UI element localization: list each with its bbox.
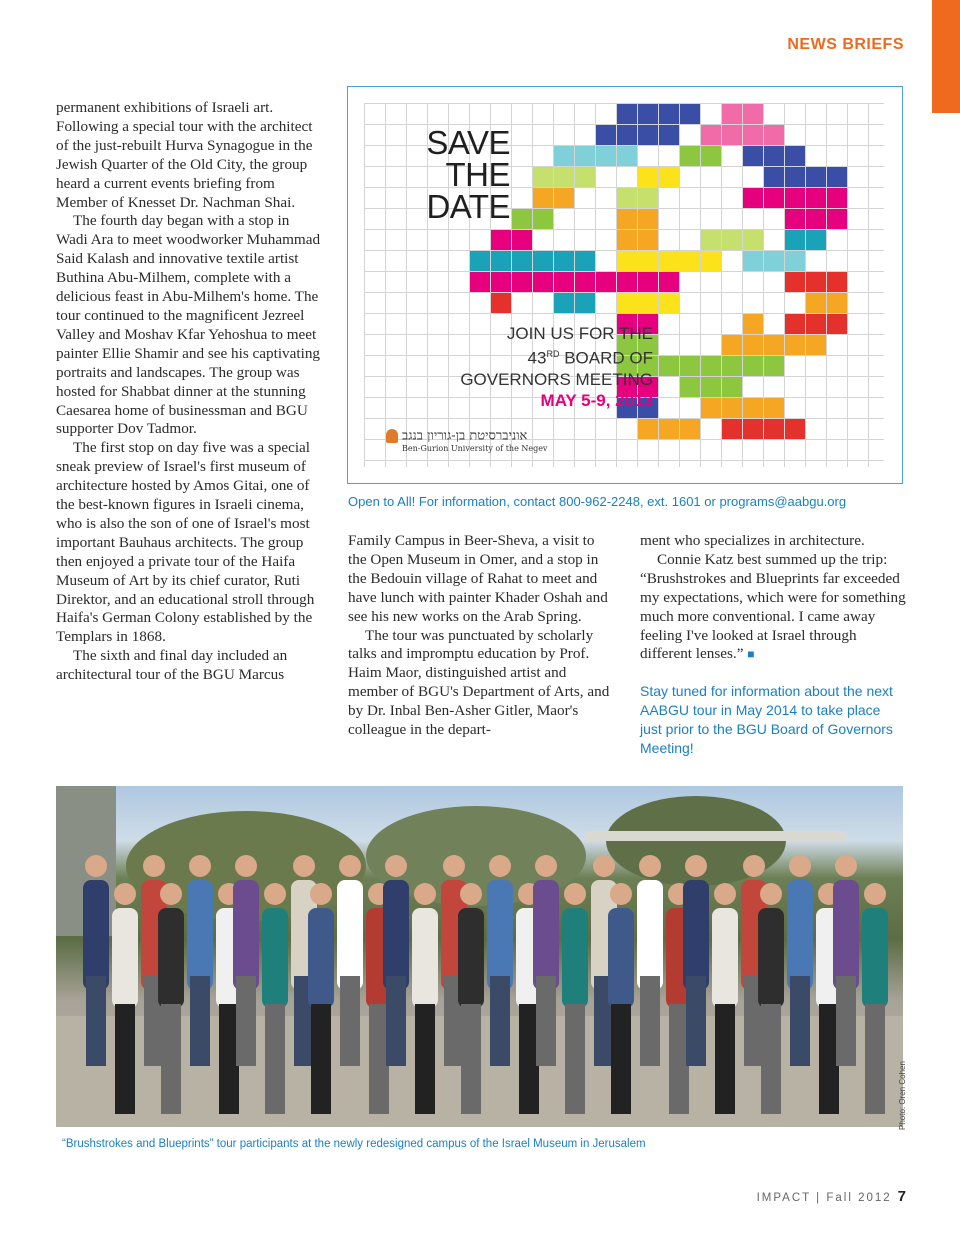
mosaic-square	[785, 335, 805, 355]
ad-ordinal-suffix: RD	[546, 349, 560, 359]
mosaic-square	[806, 209, 826, 229]
mosaic-square	[785, 209, 805, 229]
section-label: NEWS BRIEFS	[787, 36, 904, 53]
mosaic-square	[806, 272, 826, 292]
mosaic-square	[722, 377, 742, 397]
mosaic-square	[701, 398, 721, 418]
mosaic-square	[533, 272, 553, 292]
mosaic-square	[533, 167, 553, 187]
person-legs	[461, 1004, 481, 1114]
mosaic-square	[680, 419, 700, 439]
mosaic-square	[827, 293, 847, 313]
mosaic-square	[806, 314, 826, 334]
mosaic-square	[743, 356, 763, 376]
person-head	[385, 855, 407, 877]
mosaic-square	[491, 251, 511, 271]
mosaic-square	[638, 125, 658, 145]
person-body	[187, 880, 213, 990]
mosaic-square	[491, 293, 511, 313]
bgu-logo	[386, 425, 547, 453]
person-head	[339, 855, 361, 877]
mosaic-square	[785, 188, 805, 208]
mosaic-square	[743, 125, 763, 145]
mosaic-square	[722, 398, 742, 418]
bgu-flame-icon	[386, 429, 398, 443]
mosaic-square	[764, 335, 784, 355]
person-legs	[161, 1004, 181, 1114]
mosaic-square	[617, 230, 637, 250]
person-head	[443, 855, 465, 877]
ad-contact-caption: Open to All! For information, contact 800-962-2248, ext. 1601 or programs@aabgu.org	[348, 494, 847, 509]
mosaic-square	[806, 293, 826, 313]
person-body	[562, 908, 588, 1008]
person-legs	[236, 976, 256, 1066]
mosaic-square	[764, 125, 784, 145]
mosaic-square	[680, 146, 700, 166]
person-head	[264, 883, 286, 905]
mosaic-square	[554, 146, 574, 166]
person-legs	[836, 976, 856, 1066]
person-head	[293, 855, 315, 877]
mosaic-square	[554, 251, 574, 271]
person-body	[308, 908, 334, 1008]
mosaic-square	[596, 272, 616, 292]
mosaic-square	[575, 293, 595, 313]
person-head	[85, 855, 107, 877]
person-legs	[265, 1004, 285, 1114]
person-head	[760, 883, 782, 905]
mosaic-square	[638, 293, 658, 313]
mosaic-square	[701, 125, 721, 145]
mosaic-square	[638, 230, 658, 250]
mosaic-square	[659, 293, 679, 313]
person-head	[610, 883, 632, 905]
mosaic-square	[722, 104, 742, 124]
end-of-article-mark: ■	[747, 647, 755, 662]
mosaic-square	[575, 146, 595, 166]
person-body	[787, 880, 813, 990]
mosaic-square	[701, 230, 721, 250]
person-head	[160, 883, 182, 905]
person-body	[862, 908, 888, 1008]
mosaic-square	[785, 146, 805, 166]
person-legs	[490, 976, 510, 1066]
stay-tuned-callout: Stay tuned for information about the next AABGU tour in May 2014 to take place just prior to the BGU Board of Governors Meeting!	[640, 683, 893, 757]
mosaic-square	[764, 146, 784, 166]
mosaic-square	[617, 104, 637, 124]
mosaic-square	[743, 335, 763, 355]
person-body	[458, 908, 484, 1008]
person-head	[835, 855, 857, 877]
paragraph: The first stop on day five was a special sneak preview of Israel's first museum of architecture hosted by Amos Gitai, one of the best-known figures in Israeli cinema, who is also the son of one of Israel's most important Bauhaus architects. The group then enjoyed a private tour of the Haifa Museum of Art by its chief curator, Ruti Direktor, and an educational stroll through Haifa's German Colony established by the Templars in 1868.	[56, 439, 315, 646]
pergola	[586, 831, 846, 841]
article-column-3	[640, 532, 906, 758]
person-body	[158, 908, 184, 1008]
person-legs	[415, 1004, 435, 1114]
mosaic-square	[785, 251, 805, 271]
mosaic-square	[638, 272, 658, 292]
mosaic-square	[785, 314, 805, 334]
person-body	[487, 880, 513, 990]
mosaic-square	[638, 188, 658, 208]
person-legs	[536, 976, 556, 1066]
person-body	[712, 908, 738, 1008]
mosaic-square	[617, 293, 637, 313]
mosaic-square	[722, 335, 742, 355]
person-body	[83, 880, 109, 990]
mosaic-square	[827, 209, 847, 229]
mosaic-square	[806, 335, 826, 355]
person-legs	[340, 976, 360, 1066]
mosaic-square	[743, 104, 763, 124]
mosaic-square	[554, 272, 574, 292]
group-photo	[56, 786, 903, 1127]
bgu-logo-hebrew: אוניברסיטת בן-גוריון בנגב	[402, 428, 528, 444]
paragraph: ment who specializes in architecture.	[640, 532, 865, 549]
ad-ordinal-number: 43	[527, 348, 547, 368]
mosaic-square	[617, 125, 637, 145]
bgu-logo-english: Ben-Gurion University of the Negev	[402, 444, 548, 453]
paragraph: The sixth and final day included an architectural tour of the BGU Marcus	[56, 647, 288, 684]
mosaic-square	[659, 251, 679, 271]
person-head	[235, 855, 257, 877]
person-legs	[86, 976, 106, 1066]
mosaic-square	[743, 230, 763, 250]
person-head	[489, 855, 511, 877]
person-legs	[611, 1004, 631, 1114]
mosaic-square	[827, 272, 847, 292]
ad-board-of: BOARD OF	[564, 348, 653, 368]
person-body	[412, 908, 438, 1008]
person-legs	[565, 1004, 585, 1114]
mosaic-square	[638, 251, 658, 271]
mosaic-square	[806, 188, 826, 208]
mosaic-square	[575, 251, 595, 271]
mosaic-square	[638, 167, 658, 187]
person-legs	[790, 976, 810, 1066]
article-column-2	[348, 532, 613, 740]
mosaic-square	[743, 251, 763, 271]
save-the-date-ad	[347, 86, 903, 484]
person-head	[460, 883, 482, 905]
mosaic-square	[722, 125, 742, 145]
mosaic-square	[743, 398, 763, 418]
person-body	[758, 908, 784, 1008]
person-legs	[715, 1004, 735, 1114]
mosaic-square	[512, 272, 532, 292]
person-body	[337, 880, 363, 990]
person-head	[864, 883, 886, 905]
person-legs	[865, 1004, 885, 1114]
person-body	[383, 880, 409, 990]
mosaic-square	[470, 251, 490, 271]
ad-headline-line: SAVE	[426, 124, 510, 161]
mosaic-square	[722, 230, 742, 250]
mosaic-square	[659, 272, 679, 292]
group-photo-illustration	[56, 786, 903, 1127]
mosaic-square	[827, 314, 847, 334]
mosaic-square	[659, 125, 679, 145]
mosaic-square	[764, 398, 784, 418]
quote-paragraph: Connie Katz best summed up the trip: “Brushstrokes and Blueprints far exceeded my expectations, which were for something much more conventional. I came away feeling I've looked at Israel through different lenses.”	[640, 550, 906, 663]
mosaic-square	[764, 188, 784, 208]
person-head	[789, 855, 811, 877]
mosaic-square	[806, 167, 826, 187]
person-legs	[761, 1004, 781, 1114]
photo-credit: Photo: Oren Cohen	[898, 1061, 907, 1130]
mosaic-square	[701, 377, 721, 397]
mosaic-square	[680, 377, 700, 397]
person-legs	[386, 976, 406, 1066]
page-number: 7	[897, 1188, 906, 1205]
person-legs	[311, 1004, 331, 1114]
mosaic-square	[638, 104, 658, 124]
mosaic-square	[680, 104, 700, 124]
mosaic-square	[596, 146, 616, 166]
mosaic-square	[554, 188, 574, 208]
paragraph: Family Campus in Beer-Sheva, a visit to the Open Museum in Omer, and a stop in the Bedouin village of Rahat to meet and have lunch with painter Khader Oshah and see his new works on the Arab Spring.	[348, 532, 608, 625]
person-body	[233, 880, 259, 990]
ad-details	[423, 323, 653, 411]
mosaic-square	[512, 251, 532, 271]
mosaic-square	[785, 230, 805, 250]
mosaic-square	[596, 125, 616, 145]
ad-meeting-line: GOVERNORS MEETING	[460, 369, 653, 389]
ad-join-line: JOIN US FOR THE	[506, 324, 653, 343]
section-color-tab	[932, 0, 960, 113]
mosaic-square	[680, 251, 700, 271]
mosaic-square	[491, 230, 511, 250]
mosaic-square	[785, 419, 805, 439]
ad-headline-line: THE	[445, 156, 510, 193]
paragraph: The tour was punctuated by scholarly talks and impromptu education by Prof. Haim Maor, distinguished artist and member of BGU's Department of Arts, and by Dr. Inbal Ben-Asher Gitler, Maor's colleague in the depart-	[348, 626, 610, 739]
mosaic-square	[764, 167, 784, 187]
mosaic-square	[617, 146, 637, 166]
mosaic-square	[785, 272, 805, 292]
mosaic-square	[827, 167, 847, 187]
mosaic-square	[743, 419, 763, 439]
person-legs	[115, 1004, 135, 1114]
mosaic-square	[617, 209, 637, 229]
mosaic-square	[533, 251, 553, 271]
mosaic-square	[617, 188, 637, 208]
person-body	[112, 908, 138, 1008]
person-head	[114, 883, 136, 905]
mosaic-square	[659, 167, 679, 187]
person-legs	[640, 976, 660, 1066]
mosaic-square	[512, 209, 532, 229]
mosaic-square	[764, 251, 784, 271]
person-body	[833, 880, 859, 990]
mosaic-square	[617, 272, 637, 292]
mosaic-square	[701, 146, 721, 166]
mosaic-square	[575, 272, 595, 292]
mosaic-square	[533, 209, 553, 229]
ad-headline-line: DATE	[426, 188, 510, 225]
mosaic-square	[617, 251, 637, 271]
mosaic-square	[659, 104, 679, 124]
mosaic-square	[638, 209, 658, 229]
person-head	[564, 883, 586, 905]
person-head	[714, 883, 736, 905]
mosaic-square	[533, 188, 553, 208]
mosaic-square	[785, 167, 805, 187]
paragraph: The fourth day began with a stop in Wadi Ara to meet woodworker Muhammad Said Kalash and innovative textile artist Buthina Abu-Milhem, complete with a delicious feast in Abu-Milhem's home. The tour continued to the magnificent Jezreel Valley and Moshav Kfar Yehoshua to meet painter Ellie Shamir and see his captivating portraits and landscapes. The group was hosted for Shabbat dinner at the stunning Caesarea home of businessman and BGU supporter Dov Tadmor.	[56, 212, 321, 438]
mosaic-square	[554, 293, 574, 313]
mosaic-square	[722, 356, 742, 376]
person-body	[637, 880, 663, 990]
mosaic-square	[470, 272, 490, 292]
mosaic-square	[659, 356, 679, 376]
person-head	[414, 883, 436, 905]
person-head	[310, 883, 332, 905]
mosaic-square	[827, 188, 847, 208]
mosaic-square	[701, 356, 721, 376]
person-head	[593, 855, 615, 877]
person-body	[608, 908, 634, 1008]
mosaic-square	[680, 356, 700, 376]
person-body	[533, 880, 559, 990]
person-head	[143, 855, 165, 877]
mosaic-square	[722, 419, 742, 439]
mosaic-square	[764, 356, 784, 376]
person-body	[262, 908, 288, 1008]
mosaic-square	[659, 419, 679, 439]
page-footer	[700, 1188, 906, 1205]
article-column-1	[56, 99, 322, 685]
person-head	[743, 855, 765, 877]
mosaic-square	[764, 419, 784, 439]
ad-board-line	[423, 344, 653, 369]
person-head	[535, 855, 557, 877]
mosaic-square	[512, 230, 532, 250]
photo-caption: “Brushstrokes and Blueprints” tour participants at the newly redesigned campus of the Israel Museum in Jerusalem	[62, 1138, 646, 1150]
mosaic-square	[554, 167, 574, 187]
mosaic-square	[806, 230, 826, 250]
person-legs	[686, 976, 706, 1066]
mosaic-square	[743, 146, 763, 166]
ad-date: MAY 5-9, 2013	[540, 390, 653, 410]
person-head	[639, 855, 661, 877]
mosaic-square	[743, 188, 763, 208]
publication-name: IMPACT | Fall 2012	[756, 1192, 892, 1204]
person-body	[683, 880, 709, 990]
person-head	[189, 855, 211, 877]
mosaic-square	[491, 272, 511, 292]
mosaic-square	[701, 251, 721, 271]
paragraph: permanent exhibitions of Israeli art. Following a special tour with the architect of the just-rebuilt Hurva Synagogue in the Jewish Quarter of the Old City, the group heard a current events briefing from Member of Knesset Dr. Nachman Shai.	[56, 99, 313, 211]
mosaic-square	[743, 314, 763, 334]
paragraph	[640, 551, 906, 664]
mosaic-square	[638, 419, 658, 439]
person-head	[685, 855, 707, 877]
ad-headline	[424, 124, 510, 225]
person-legs	[190, 976, 210, 1066]
mosaic-square	[575, 167, 595, 187]
